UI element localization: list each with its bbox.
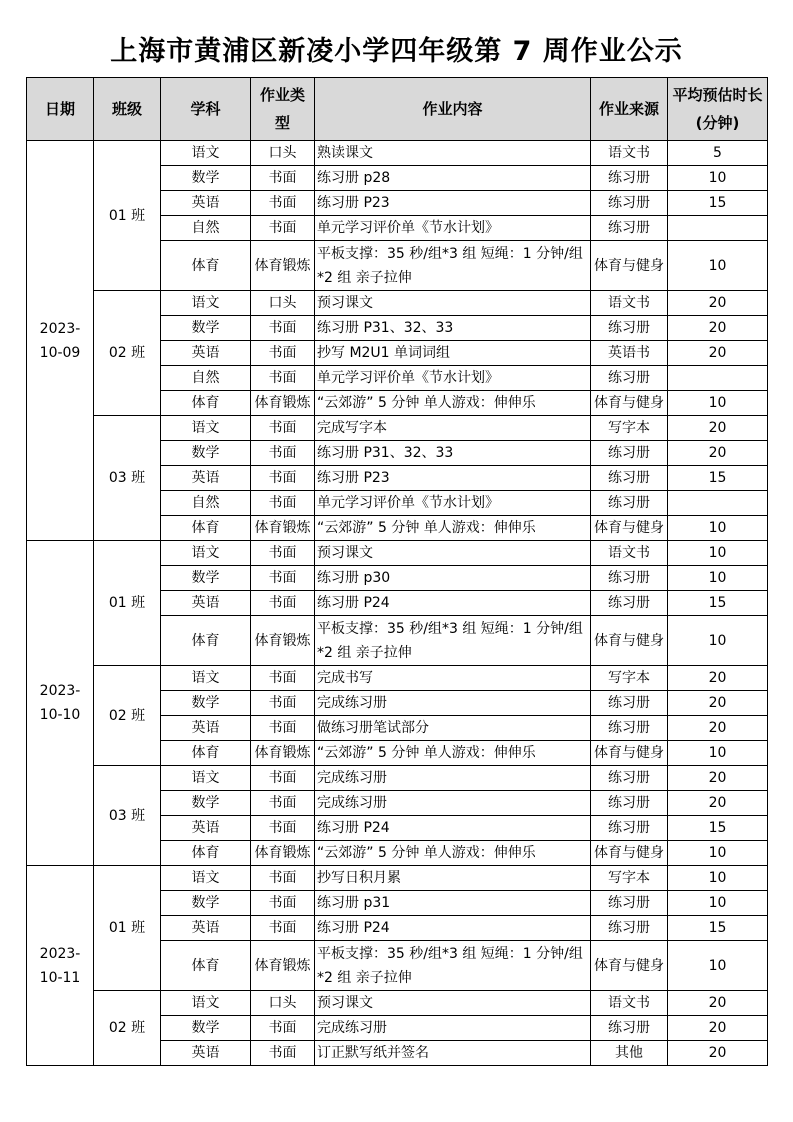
table-row [27, 991, 768, 1016]
class-cell: 01 班 [94, 541, 161, 666]
header-class: 班级 [94, 78, 161, 141]
type-cell: 书面 [251, 541, 315, 566]
type-cell: 书面 [251, 491, 315, 516]
type-cell: 书面 [251, 591, 315, 616]
subject-cell: 数学 [161, 791, 251, 816]
time-cell: 10 [668, 241, 768, 291]
subject-cell: 英语 [161, 466, 251, 491]
time-cell: 20 [668, 691, 768, 716]
time-cell: 10 [668, 741, 768, 766]
content-cell: 预习课文 [315, 991, 591, 1016]
type-cell: 书面 [251, 416, 315, 441]
source-cell: 练习册 [591, 366, 668, 391]
time-cell: 20 [668, 1041, 768, 1066]
type-cell: 书面 [251, 166, 315, 191]
subject-cell: 语文 [161, 991, 251, 1016]
content-cell: 完成书写 [315, 666, 591, 691]
time-cell: 20 [668, 291, 768, 316]
subject-cell: 语文 [161, 541, 251, 566]
subject-cell: 英语 [161, 341, 251, 366]
content-cell: 预习课文 [315, 291, 591, 316]
time-cell: 10 [668, 616, 768, 666]
source-cell: 体育与健身 [591, 391, 668, 416]
subject-cell: 体育 [161, 941, 251, 991]
time-cell: 20 [668, 666, 768, 691]
header-source: 作业来源 [591, 78, 668, 141]
subject-cell: 自然 [161, 366, 251, 391]
content-cell: 练习册 p30 [315, 566, 591, 591]
type-cell: 书面 [251, 216, 315, 241]
source-cell: 语文书 [591, 291, 668, 316]
class-cell: 03 班 [94, 416, 161, 541]
table-row [27, 541, 768, 566]
source-cell: 写字本 [591, 416, 668, 441]
time-cell: 10 [668, 941, 768, 991]
source-cell: 练习册 [591, 566, 668, 591]
time-cell: 5 [668, 141, 768, 166]
content-cell: 练习册 P31、32、33 [315, 441, 591, 466]
date-cell: 2023-10-10 [27, 541, 94, 866]
source-cell: 体育与健身 [591, 841, 668, 866]
source-cell: 体育与健身 [591, 516, 668, 541]
subject-cell: 数学 [161, 566, 251, 591]
content-cell: 做练习册笔试部分 [315, 716, 591, 741]
time-cell: 10 [668, 841, 768, 866]
type-cell: 书面 [251, 316, 315, 341]
source-cell: 练习册 [591, 891, 668, 916]
content-cell: 单元学习评价单《节水计划》 [315, 216, 591, 241]
type-cell: 书面 [251, 816, 315, 841]
content-cell: 练习册 P24 [315, 591, 591, 616]
time-cell: 15 [668, 591, 768, 616]
type-cell: 体育锻炼 [251, 741, 315, 766]
source-cell: 练习册 [591, 491, 668, 516]
content-cell: 完成练习册 [315, 1016, 591, 1041]
type-cell: 书面 [251, 366, 315, 391]
table-row [27, 141, 768, 166]
subject-cell: 语文 [161, 666, 251, 691]
source-cell: 练习册 [591, 166, 668, 191]
content-cell: 练习册 P31、32、33 [315, 316, 591, 341]
type-cell: 口头 [251, 291, 315, 316]
subject-cell: 英语 [161, 816, 251, 841]
type-cell: 书面 [251, 666, 315, 691]
type-cell: 书面 [251, 466, 315, 491]
type-cell: 书面 [251, 1016, 315, 1041]
table-body [27, 141, 768, 1066]
source-cell: 写字本 [591, 866, 668, 891]
content-cell: 完成练习册 [315, 766, 591, 791]
subject-cell: 英语 [161, 191, 251, 216]
subject-cell: 语文 [161, 416, 251, 441]
source-cell: 体育与健身 [591, 741, 668, 766]
time-cell: 10 [668, 166, 768, 191]
time-cell: 10 [668, 516, 768, 541]
time-cell: 15 [668, 191, 768, 216]
content-cell: 练习册 P24 [315, 916, 591, 941]
subject-cell: 自然 [161, 491, 251, 516]
time-cell [668, 366, 768, 391]
time-cell: 20 [668, 316, 768, 341]
subject-cell: 数学 [161, 1016, 251, 1041]
content-cell: “云郊游” 5 分钟 单人游戏：伸伸乐 [315, 391, 591, 416]
time-cell: 20 [668, 341, 768, 366]
time-cell: 20 [668, 791, 768, 816]
type-cell: 书面 [251, 441, 315, 466]
content-cell: “云郊游” 5 分钟 单人游戏：伸伸乐 [315, 741, 591, 766]
source-cell: 练习册 [591, 441, 668, 466]
time-cell: 20 [668, 766, 768, 791]
type-cell: 体育锻炼 [251, 391, 315, 416]
type-cell: 体育锻炼 [251, 941, 315, 991]
subject-cell: 数学 [161, 316, 251, 341]
content-cell: 完成练习册 [315, 691, 591, 716]
source-cell: 练习册 [591, 191, 668, 216]
subject-cell: 体育 [161, 741, 251, 766]
subject-cell: 数学 [161, 891, 251, 916]
class-cell: 01 班 [94, 866, 161, 991]
header-content: 作业内容 [315, 78, 591, 141]
subject-cell: 数学 [161, 691, 251, 716]
content-cell: “云郊游” 5 分钟 单人游戏：伸伸乐 [315, 841, 591, 866]
content-cell: 完成写字本 [315, 416, 591, 441]
subject-cell: 语文 [161, 866, 251, 891]
source-cell: 练习册 [591, 791, 668, 816]
time-cell: 20 [668, 716, 768, 741]
subject-cell: 英语 [161, 591, 251, 616]
source-cell: 其他 [591, 1041, 668, 1066]
date-cell: 2023-10-09 [27, 141, 94, 541]
source-cell: 语文书 [591, 141, 668, 166]
type-cell: 口头 [251, 141, 315, 166]
content-cell: 预习课文 [315, 541, 591, 566]
class-cell: 02 班 [94, 666, 161, 766]
type-cell: 书面 [251, 1041, 315, 1066]
subject-cell: 体育 [161, 516, 251, 541]
time-cell [668, 216, 768, 241]
content-cell: 练习册 P23 [315, 191, 591, 216]
source-cell: 练习册 [591, 691, 668, 716]
type-cell: 书面 [251, 691, 315, 716]
type-cell: 书面 [251, 916, 315, 941]
subject-cell: 英语 [161, 916, 251, 941]
class-cell: 02 班 [94, 291, 161, 416]
class-cell: 03 班 [94, 766, 161, 866]
content-cell: 练习册 P24 [315, 816, 591, 841]
header-date: 日期 [27, 78, 94, 141]
time-cell: 10 [668, 891, 768, 916]
class-cell: 02 班 [94, 991, 161, 1066]
header-time: 平均预估时长(分钟) [668, 78, 768, 141]
content-cell: 平板支撑：35 秒/组*3 组 短绳：1 分钟/组*2 组 亲子拉伸 [315, 941, 591, 991]
type-cell: 体育锻炼 [251, 841, 315, 866]
type-cell: 书面 [251, 341, 315, 366]
time-cell: 20 [668, 991, 768, 1016]
source-cell: 写字本 [591, 666, 668, 691]
content-cell: 平板支撑：35 秒/组*3 组 短绳：1 分钟/组*2 组 亲子拉伸 [315, 616, 591, 666]
subject-cell: 体育 [161, 841, 251, 866]
type-cell: 书面 [251, 791, 315, 816]
content-cell: 单元学习评价单《节水计划》 [315, 366, 591, 391]
content-cell: 抄写日积月累 [315, 866, 591, 891]
subject-cell: 数学 [161, 441, 251, 466]
homework-table [26, 77, 768, 1066]
subject-cell: 体育 [161, 391, 251, 416]
time-cell: 20 [668, 441, 768, 466]
table-row [27, 666, 768, 691]
class-cell: 01 班 [94, 141, 161, 291]
source-cell: 练习册 [591, 916, 668, 941]
source-cell: 练习册 [591, 766, 668, 791]
source-cell: 练习册 [591, 466, 668, 491]
type-cell: 书面 [251, 191, 315, 216]
type-cell: 书面 [251, 716, 315, 741]
time-cell [668, 491, 768, 516]
content-cell: 单元学习评价单《节水计划》 [315, 491, 591, 516]
time-cell: 10 [668, 391, 768, 416]
source-cell: 体育与健身 [591, 241, 668, 291]
subject-cell: 语文 [161, 766, 251, 791]
header-subject: 学科 [161, 78, 251, 141]
time-cell: 20 [668, 416, 768, 441]
content-cell: 抄写 M2U1 单词词组 [315, 341, 591, 366]
table-row [27, 866, 768, 891]
content-cell: 熟读课文 [315, 141, 591, 166]
source-cell: 语文书 [591, 991, 668, 1016]
subject-cell: 英语 [161, 1041, 251, 1066]
time-cell: 10 [668, 566, 768, 591]
content-cell: “云郊游” 5 分钟 单人游戏：伸伸乐 [315, 516, 591, 541]
source-cell: 练习册 [591, 216, 668, 241]
time-cell: 10 [668, 541, 768, 566]
table-row [27, 766, 768, 791]
time-cell: 15 [668, 816, 768, 841]
subject-cell: 英语 [161, 716, 251, 741]
time-cell: 10 [668, 866, 768, 891]
type-cell: 体育锻炼 [251, 241, 315, 291]
header-type: 作业类型 [251, 78, 315, 141]
content-cell: 平板支撑：35 秒/组*3 组 短绳：1 分钟/组*2 组 亲子拉伸 [315, 241, 591, 291]
type-cell: 书面 [251, 566, 315, 591]
subject-cell: 语文 [161, 141, 251, 166]
subject-cell: 自然 [161, 216, 251, 241]
source-cell: 练习册 [591, 591, 668, 616]
content-cell: 完成练习册 [315, 791, 591, 816]
source-cell: 体育与健身 [591, 941, 668, 991]
time-cell: 15 [668, 466, 768, 491]
table-row [27, 291, 768, 316]
type-cell: 书面 [251, 866, 315, 891]
source-cell: 语文书 [591, 541, 668, 566]
source-cell: 体育与健身 [591, 616, 668, 666]
source-cell: 练习册 [591, 716, 668, 741]
subject-cell: 数学 [161, 166, 251, 191]
subject-cell: 语文 [161, 291, 251, 316]
time-cell: 20 [668, 1016, 768, 1041]
source-cell: 英语书 [591, 341, 668, 366]
subject-cell: 体育 [161, 616, 251, 666]
table-row [27, 416, 768, 441]
content-cell: 订正默写纸并签名 [315, 1041, 591, 1066]
type-cell: 书面 [251, 891, 315, 916]
table-header-row [27, 78, 768, 141]
type-cell: 口头 [251, 991, 315, 1016]
content-cell: 练习册 p28 [315, 166, 591, 191]
source-cell: 练习册 [591, 816, 668, 841]
page-title: 上海市黄浦区新凌小学四年级第 7 周作业公示 [110, 36, 683, 67]
source-cell: 练习册 [591, 316, 668, 341]
type-cell: 体育锻炼 [251, 616, 315, 666]
content-cell: 练习册 P23 [315, 466, 591, 491]
type-cell: 体育锻炼 [251, 516, 315, 541]
date-cell: 2023-10-11 [27, 866, 94, 1066]
content-cell: 练习册 p31 [315, 891, 591, 916]
source-cell: 练习册 [591, 1016, 668, 1041]
time-cell: 15 [668, 916, 768, 941]
subject-cell: 体育 [161, 241, 251, 291]
type-cell: 书面 [251, 766, 315, 791]
